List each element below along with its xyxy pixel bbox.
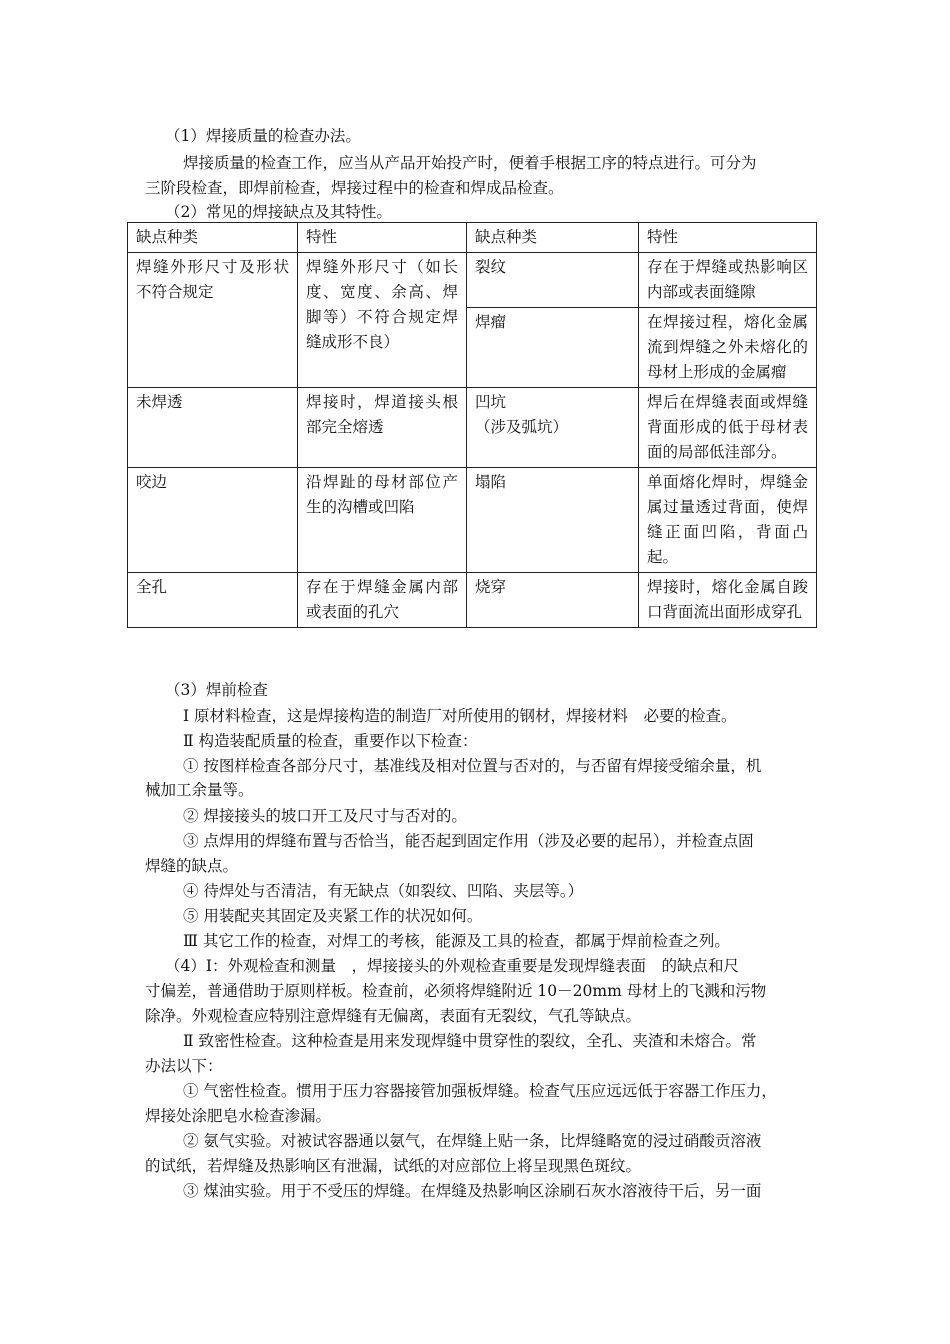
paragraph-line: Ⅱ 致密性检查。这种检查是用来发现焊缝中贯穿性的裂纹，全孔、夹渣和未熔合。常 (183, 1032, 757, 1050)
table-row (128, 388, 817, 468)
paragraph-line: 焊接质量的检查工作，应当从产品开始投产时，便着手根据工序的特点进行。可分为 (183, 154, 757, 172)
paragraph-line: 除净。外观检查应特别注意焊缝有无偏离，表面有无裂纹，气孔等缺点。 (145, 1007, 642, 1025)
cell-line: （涉及弧坑） (475, 418, 569, 436)
table-cell: 存在于焊缝金属内部或表面的孔穴 (298, 573, 467, 628)
paragraph-line: ④ 待焊处与否清洁，有无缺点（如裂纹、凹陷、夹层等。） (183, 882, 584, 900)
section-heading-2: （2）常见的焊接缺点及其特性。 (165, 203, 392, 221)
table-cell: 焊接时，焊道接头根部完全熔透 (298, 388, 467, 468)
table-header-cell: 特性 (298, 223, 467, 253)
defect-table (127, 222, 817, 628)
section-heading-3: （3）焊前检查 (165, 681, 268, 699)
table-cell: 塌陷 (467, 468, 639, 573)
table-cell: 在焊接过程，熔化金属流到焊缝之外未熔化的母材上形成的金属瘤 (639, 308, 817, 388)
table-cell: 存在于焊缝或热影响区内部或表面缝隙 (639, 253, 817, 308)
table-header-cell: 特性 (639, 223, 817, 253)
paragraph-line: 寸偏差，普通借助于原则样板。检查前，必须将焊缝附近 10－20mm 母材上的飞溅和污物 (145, 982, 767, 1000)
table-header-cell: 缺点种类 (467, 223, 639, 253)
paragraph-line: 焊接处涂肥皂水检查渗漏。 (145, 1107, 332, 1125)
table-cell: 焊缝外形尺寸（如长度、宽度、余高、焊脚等）不符合规定焊缝成形不良） (298, 253, 467, 388)
paragraph-line: ⑤ 用装配夹其固定及夹紧工作的状况如何。 (183, 907, 483, 925)
table-cell: 裂纹 (467, 253, 639, 308)
table-header-row (128, 223, 817, 253)
paragraph-line: ① 按图样检查各部分尺寸，基准线及相对位置与否对的，与否留有焊接受缩余量，机 (183, 757, 762, 775)
paragraph-line: ③ 煤油实验。用于不受压的焊缝。在焊缝及热影响区涂刷石灰水溶液待干后，另一面 (183, 1182, 762, 1200)
section-heading-4: （4）Ⅰ：外观检查和测量 ，焊接接头的外观检查重要是发现焊缝表面 的缺点和尺 (165, 957, 739, 975)
cell-line: 凹坑 (475, 393, 507, 411)
paragraph-line: Ⅲ 其它工作的检查，对焊工的考核，能源及工具的检查，都属于焊前检查之列。 (183, 932, 730, 950)
paragraph-line: ③ 点焊用的焊缝布置与否恰当，能否起到固定作用（涉及必要的起吊），并检查点固 (183, 832, 754, 850)
table-cell: 焊瘤 (467, 308, 639, 388)
paragraph-line: ② 焊接接头的坡口开工及尺寸与否对的。 (183, 807, 467, 825)
table-cell: 未焊透 (128, 388, 298, 468)
paragraph-line: 办法以下： (145, 1057, 223, 1075)
paragraph-line: ② 氨气实验。对被试容器通以氨气，在焊缝上贴一条，比焊缝略宽的浸过硝酸贡溶液 (183, 1132, 762, 1150)
paragraph-line: 的试纸，若焊缝及热影响区有泄漏，试纸的对应部位上将呈现黑色斑纹。 (145, 1157, 642, 1175)
table-cell: 烧穿 (467, 573, 639, 628)
table-cell: 焊缝外形尺寸及形状不符合规定 (128, 253, 298, 388)
table-row (128, 468, 817, 573)
table-cell (467, 388, 639, 468)
paragraph-line: Ⅰ 原材料检查，这是焊接构造的制造厂对所使用的钢材，焊接材料 必要的检查。 (183, 707, 737, 725)
table-header-cell: 缺点种类 (128, 223, 298, 253)
table-cell: 沿焊趾的母材部位产生的沟槽或凹陷 (298, 468, 467, 573)
paragraph-line: Ⅱ 构造装配质量的检查，重要作以下检查： (183, 732, 478, 750)
paragraph-line: ① 气密性检查。惯用于压力容器接管加强板焊缝。检查气压应远远低于容器工作压力， (183, 1082, 777, 1100)
paragraph-line: 焊缝的缺点。 (145, 857, 239, 875)
table-cell: 咬边 (128, 468, 298, 573)
table-cell: 焊接时，熔化金属自踆口背面流出面形成穿孔 (639, 573, 817, 628)
paragraph-line: 三阶段检查，即焊前检查，焊接过程中的检查和焊成品检查。 (145, 179, 564, 197)
table-row (128, 253, 817, 308)
section-heading-1: （1）焊接质量的检查办法。 (165, 127, 361, 145)
table-cell: 单面熔化焊时，焊缝金属过量透过背面，使焊缝正面凹陷，背面凸起。 (639, 468, 817, 573)
paragraph-line: 械加工余量等。 (145, 781, 254, 799)
table-cell: 全孔 (128, 573, 298, 628)
table-row (128, 573, 817, 628)
table-cell: 焊后在焊缝表面或焊缝背面形成的低于母材表面的局部低洼部分。 (639, 388, 817, 468)
